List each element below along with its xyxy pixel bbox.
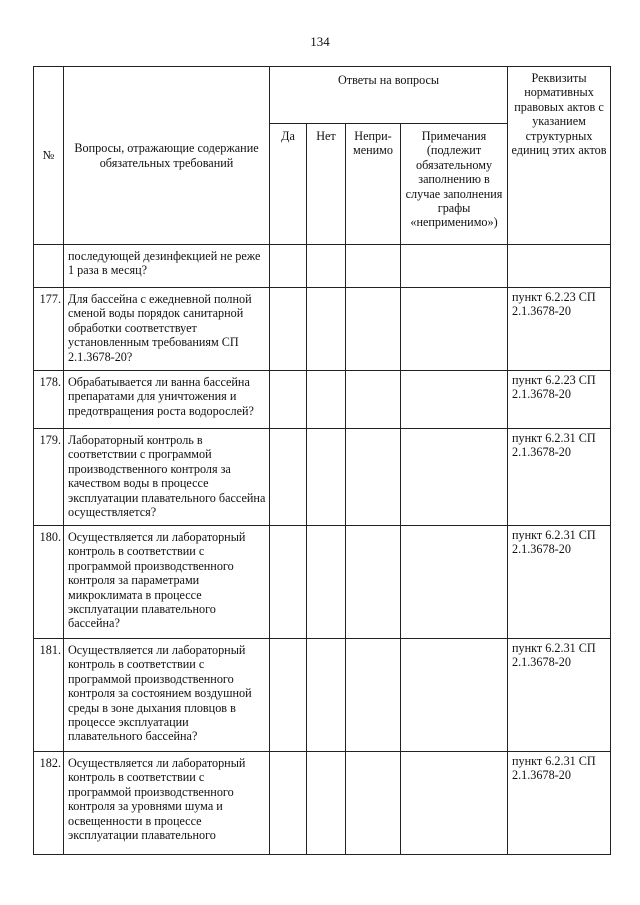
table-row: [34, 752, 611, 855]
answer-na-cell[interactable]: [346, 429, 401, 526]
answer-yes-cell[interactable]: [270, 752, 307, 855]
table-row: [34, 288, 611, 371]
answer-na-cell[interactable]: [346, 245, 401, 288]
header-no: Нет: [307, 124, 346, 245]
answer-yes-cell[interactable]: [270, 639, 307, 752]
row-requisites: [508, 245, 611, 288]
answer-yes-cell[interactable]: [270, 526, 307, 639]
table-header: [34, 67, 611, 245]
answer-na-cell[interactable]: [346, 371, 401, 429]
header-num: №: [34, 67, 64, 245]
answer-yes-cell[interactable]: [270, 288, 307, 371]
answer-no-cell[interactable]: [307, 288, 346, 371]
answer-no-cell[interactable]: [307, 752, 346, 855]
answer-na-cell[interactable]: [346, 752, 401, 855]
table-row: [34, 639, 611, 752]
notes-cell[interactable]: [401, 245, 508, 288]
answer-na-cell[interactable]: [346, 288, 401, 371]
row-question: Осуществляется ли лабораторный контроль в соответствии с программой производственного контроля за параметрами микроклимата в процессе эксплуатации плавательного бассейна?: [64, 526, 270, 639]
row-requisites: пункт 6.2.23 СП 2.1.3678-20: [508, 288, 611, 371]
row-number: 179.: [34, 429, 64, 526]
notes-cell[interactable]: [401, 752, 508, 855]
row-question: Лабораторный контроль в соответствии с программой производственного контроля за качеством воды в процессе эксплуатации плавательного бассейна осуществляется?: [64, 429, 270, 526]
row-question: Для бассейна с ежедневной полной сменой воды порядок санитарной обработки соответствует установленным требованиям СП 2.1.3678-20?: [64, 288, 270, 371]
answer-no-cell[interactable]: [307, 526, 346, 639]
table-row: [34, 429, 611, 526]
header-notes: Примечания (подлежит обязательному заполнению в случае заполнения графы «неприменимо»): [401, 124, 508, 245]
row-requisites: пункт 6.2.31 СП 2.1.3678-20: [508, 752, 611, 855]
row-number: 178.: [34, 371, 64, 429]
row-requisites: пункт 6.2.23 СП 2.1.3678-20: [508, 371, 611, 429]
row-number: 177.: [34, 288, 64, 371]
header-question: Вопросы, отражающие содержание обязательных требований: [64, 67, 270, 245]
answer-no-cell[interactable]: [307, 639, 346, 752]
page-number: 134: [310, 34, 330, 49]
answer-no-cell[interactable]: [307, 245, 346, 288]
row-requisites: пункт 6.2.31 СП 2.1.3678-20: [508, 526, 611, 639]
table-row: [34, 245, 611, 288]
header-answers: Ответы на вопросы: [270, 67, 508, 124]
row-question: Обрабатывается ли ванна бассейна препаратами для уничтожения и предотвращения роста водорослей?: [64, 371, 270, 429]
row-question: Осуществляется ли лабораторный контроль в соответствии с программой производственного контроля за состоянием воздушной среды в зоне дыхания пловцов в процессе эксплуатации плавательного бассейна?: [64, 639, 270, 752]
row-number: [34, 245, 64, 288]
row-requisites: пункт 6.2.31 СП 2.1.3678-20: [508, 639, 611, 752]
table-row: [34, 526, 611, 639]
notes-cell[interactable]: [401, 639, 508, 752]
notes-cell[interactable]: [401, 526, 508, 639]
answer-no-cell[interactable]: [307, 429, 346, 526]
notes-cell[interactable]: [401, 288, 508, 371]
notes-cell[interactable]: [401, 371, 508, 429]
row-number: 181.: [34, 639, 64, 752]
table-row: [34, 371, 611, 429]
header-yes: Да: [270, 124, 307, 245]
row-question: Осуществляется ли лабораторный контроль в соответствии с программой производственного контроля за уровнями шума и освещенности в процессе эксплуатации плавательного: [64, 752, 270, 855]
answer-na-cell[interactable]: [346, 639, 401, 752]
header-requisites: Реквизиты нормативных правовых актов с указанием структурных единиц этих актов: [508, 67, 611, 245]
answer-no-cell[interactable]: [307, 371, 346, 429]
row-requisites: пункт 6.2.31 СП 2.1.3678-20: [508, 429, 611, 526]
answer-yes-cell[interactable]: [270, 245, 307, 288]
notes-cell[interactable]: [401, 429, 508, 526]
row-number: 180.: [34, 526, 64, 639]
answer-yes-cell[interactable]: [270, 429, 307, 526]
row-question: последующей дезинфекцией не реже 1 раза в месяц?: [64, 245, 270, 288]
answer-yes-cell[interactable]: [270, 371, 307, 429]
answer-na-cell[interactable]: [346, 526, 401, 639]
header-na: Непри-менимо: [346, 124, 401, 245]
row-number: 182.: [34, 752, 64, 855]
checklist-table: [33, 66, 611, 855]
